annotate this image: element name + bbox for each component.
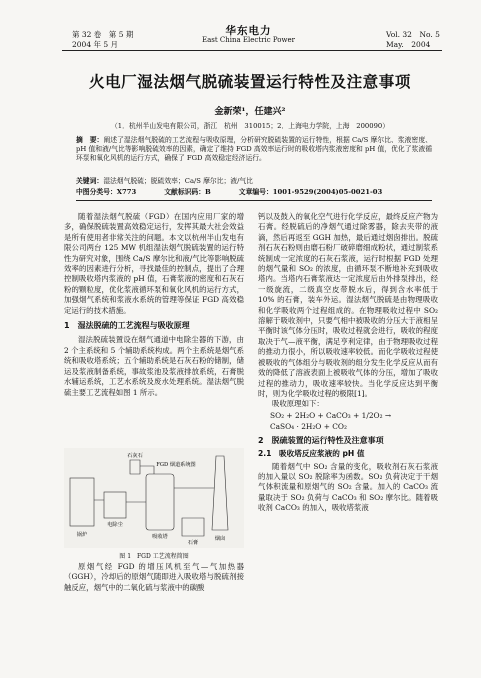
- keywords-label: 关键词：: [76, 177, 104, 185]
- section-1-paragraph: 湿法脱硫装置设在烟气通道中电除尘器的下游，由 2 个主系统和 5 个辅助系统构成。两个主系统是烟气系统和吸收塔系统；五个辅助系统是石灰石粉的储制，储运及浆液制备系统，事故浆池及浆液排放系统，石膏脱水辅运系统，工艺水系统及废水处理系统。湿法烟气脱硫主要工艺流程如图 1 所示。: [64, 335, 244, 397]
- header-rule: [62, 50, 442, 51]
- reaction-equation-line-2: CaSO₄ · 2H₂O + CO₂: [270, 421, 347, 431]
- figure-label-boiler: 锅炉: [76, 532, 88, 538]
- date-cn: 2004 年 5 月: [72, 40, 119, 49]
- section-2-1-heading: 2.1 吸收塔反应浆液的 pH 值: [258, 449, 365, 459]
- journal-name-en: East China Electric Power: [202, 36, 295, 44]
- journal-masthead: [196, 27, 301, 45]
- article-affiliation: （1．杭州半山发电有限公司，浙江 杭州 310015；2．上海电力学院，上海 200090）: [110, 122, 390, 130]
- figure-label-stack: 烟囱: [214, 536, 226, 542]
- left-column-bottom: [64, 562, 244, 593]
- header-right: [386, 30, 440, 50]
- fgd-process-figure: [64, 448, 244, 548]
- clc-number: 中图分类号：X773: [76, 188, 137, 196]
- header-left: [72, 30, 133, 50]
- figure-label-fgd: FGD 烟道系统图: [156, 462, 196, 468]
- journal-name-cn: 华东电力: [225, 25, 272, 37]
- figure-label-esp: 电除尘: [107, 522, 123, 528]
- article-title: 火电厂湿法烟气脱硫装置运行特性及注意事项: [88, 72, 411, 91]
- date-en: May. 2004: [386, 40, 431, 49]
- abstract-rule: [76, 200, 432, 201]
- intro-paragraph: 随着湿法烟气脱硫（FGD）在国内应用厂家的增多，确保脱硫装置高效稳定运行，发挥其最大社会效益是所有使用者非常关注的问题。本文以杭州半山发电有限公司两台 125 MW 机组湿法烟气脱硫装置的运行特性为研究对象，围绕 Ca/S 摩尔比和液/气比等影响脱硫效率的因素进行分析，寻找最佳的控制点，提出了合理控制吸收塔内浆液的 pH 值，石膏浆液的密度和石灰石粉的颗粒度，优化浆液循环泵和氧化风机的运行方式，加强烟气系统和浆液水系统的管理等保证 FGD 高效稳定运行的技术措施。: [64, 212, 245, 315]
- figure-label-limestone: 石灰石: [127, 453, 143, 459]
- document-code: 文献标识码：B: [164, 188, 211, 196]
- figure-label-absorber: 吸收塔: [152, 534, 168, 540]
- section-1-heading: 1 湿法脱硫的工艺流程与吸收原理: [64, 321, 190, 331]
- section-2-heading: 2 脱硫装置的运行特性及注意事项: [258, 435, 384, 445]
- principle-label: 吸收原理如下：: [272, 399, 324, 409]
- left-bottom-paragraph: 原烟气经 FGD 的增压风机至气—气加热器（GGH），冷却后的原烟气随即进入吸收塔与脱硫剂接触反应，烟气中的二氧化硫与浆液中的碳酸: [64, 562, 244, 592]
- volume-issue-en: Vol. 32 No. 5: [386, 30, 440, 39]
- right-column: [258, 212, 438, 514]
- right-paragraph-2: 随着烟气中 SO₂ 含量的变化，吸收剂石灰石浆液的加入量以 SO₂ 脱除率为函数。SO₂ 负荷决定于干烟气体积流量和原烟气的 SO₂ 含量。加入的 CaCO₃ 流量取决于 SO₂ 负荷与 CaCO₃ 和 SO₂ 摩尔比。随着吸收剂 CaCO₃ 的加入，吸收塔浆液: [258, 461, 438, 513]
- left-column: [64, 212, 244, 398]
- abstract-text: 阐述了湿法烟气脱硫的工艺流程与吸收原理，分析研究脱硫装置的运行特性，根据 Ca/S 摩尔比、浆液密度、pH 值和液/气比等影响脱硫效率的因素，确定了维持 FGD 高效率运行时的吸收塔内浆液密度和 pH 值，优化了浆液循环泵和氧化风机的运行方式，确保了 FGD 高效稳定经济运行。: [76, 136, 432, 163]
- classification-line: [76, 186, 432, 196]
- abstract: [76, 136, 432, 164]
- article-number: 文章编号：1001-9529(2004)05-0021-03: [238, 188, 383, 196]
- volume-issue-cn: 第 32 卷 第 5 期: [72, 30, 134, 39]
- keywords-text: 湿法烟气脱硫；脱硫效率；Ca/S 摩尔比；液/气比: [103, 177, 253, 185]
- figure-caption: 图 1 FGD 工艺流程简图: [119, 553, 189, 560]
- figure-label-gypsum: 石膏: [187, 540, 199, 546]
- right-paragraph-1: 钙以及鼓入的氧化空气进行化学反应，最终反应产物为石膏。经脱硫后的净烟气通过除雾器，除去夹带的液滴，然后再返至 GGH 加热，最后通过烟囱排出。脱硫剂石灰石粉则由磨石粉厂破碎磨细成粉状，通过制浆系统制成一定浓度的石灰石浆液，运行时根据 FGD 处理的烟气量和 SO₂ 的浓度，由循环泵不断地补充到吸收塔内。当塔内石膏浆液达一定浓度后由外排泵排出，经一级旋流，二级真空皮带脱水后，得到含水率低于 10% 的石膏，装车外运。湿法烟气脱硫是由物理吸收和化学吸收两个过程组成的。在物理吸收过程中 SO₂ 溶解于吸收剂中，只要气相中被吸收的分压大于液相呈平衡时该气体分压时，吸收过程就会进行，吸收的程度取决于气—液平衡，满足亨利定律，由于物理吸收过程的推动力很小，所以吸收速率较低。而化学吸收过程使被吸收的气体组分与吸收剂的组分发生化学反应从而有效的降低了溶液表面上被吸收气体的分压，增加了吸收过程的推动力，吸收速率较快。当化学反应达到平衡时，则为化学吸收过程的极限[1]。: [258, 212, 438, 398]
- reaction-equation-line-1: SO₂ + 2H₂O + CaCO₃ + 1/2O₂ →: [270, 410, 392, 420]
- article-authors: 金新荣¹，任建兴²: [214, 107, 286, 117]
- abstract-label: 摘 要：: [76, 136, 104, 144]
- keywords: [76, 175, 432, 185]
